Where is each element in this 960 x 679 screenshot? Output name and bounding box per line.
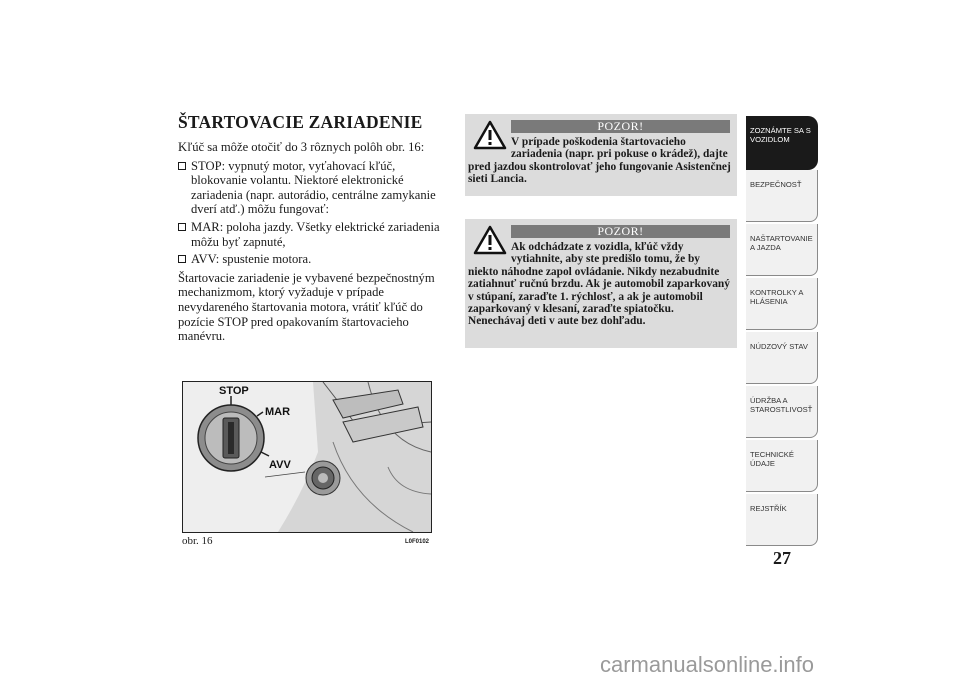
tab-zoznamte-sa[interactable]: ZOZNÁMTE SA S VOZIDLOM — [746, 116, 818, 170]
tab-technicke-udaje[interactable]: TECHNICKÉ ÚDAJE — [746, 440, 818, 492]
chapter-sidebar — [746, 116, 818, 543]
mar-label: MAR — [265, 406, 291, 418]
body-text — [178, 140, 450, 348]
avv-label: AVV — [269, 459, 291, 471]
checkbox-bullet-icon — [178, 162, 186, 170]
list-item: MAR: poloha jazdy. Všetky elektrické zariadenia môžu byť zapnuté, — [178, 220, 450, 249]
warning-text: Ak odchádzate z vozidla, kľúč vždy vytiahnite, aby ste predišlo tomu, že by niekto náhodne zapol ovládanie. Nikdy nezabudnite zatiahnuť ručnú brzdu. Ak je automobil zaparkovaný v stúpaní, zaraďte 1. rýchlosť, a ak je automobil zaparkovaný v klesaní, zaraďte spiatočku. Nenechávaj deti v aute bez dohľadu. — [468, 241, 730, 328]
tab-nudzovy-stav[interactable]: NÚDZOVÝ STAV — [746, 332, 818, 384]
tab-udrzba[interactable]: ÚDRŽBA A STAROSTLIVOSŤ — [746, 386, 818, 438]
list-item: AVV: spustenie motora. — [178, 252, 450, 267]
ignition-illustration — [183, 382, 431, 532]
warning-title: POZOR! — [511, 225, 730, 238]
tab-bezpecnost[interactable]: BEZPEČNOSŤ — [746, 170, 818, 222]
warning-box — [465, 219, 737, 348]
watermark: carmanualsonline.info — [600, 652, 815, 677]
tab-kontrolky[interactable]: KONTROLKY A HLÁSENIA — [746, 278, 818, 330]
checkbox-bullet-icon — [178, 255, 186, 263]
ignition-figure — [182, 381, 432, 533]
warning-title: POZOR! — [511, 120, 730, 133]
tab-nastartovanie[interactable]: NAŠTARTOVANIE A JAZDA — [746, 224, 818, 276]
tab-rejstrik[interactable]: REJSTŘÍK — [746, 494, 818, 546]
figure-code: L0F0102 — [405, 539, 430, 545]
intro-text: Kľúč sa môže otočiť do 3 rôznych polôh obr. 16: — [178, 140, 425, 154]
safety-paragraph: Štartovacie zariadenie je vybavené bezpečnostným mechanizmom, ktorý vyžaduje v prípade nevydareného štartovania motora, vrátiť kľúč do pozície STOP pred opakovaním štartovacieho manévru. — [178, 270, 435, 344]
figure-caption: obr. 16 — [182, 535, 213, 547]
list-item: STOP: vypnutý motor, vyťahovací kľúč, blokovanie volantu. Niektoré elektronické zariadenia (napr. autorádio, centrálne zamykanie dverí atď.) môžu fungovať: — [178, 159, 450, 217]
checkbox-bullet-icon — [178, 223, 186, 231]
key-positions-list — [178, 159, 450, 267]
stop-label: STOP — [219, 385, 249, 397]
page-title: ŠTARTOVACIE ZARIADENIE — [178, 112, 423, 132]
warning-box — [465, 114, 737, 196]
warning-text: V prípade poškodenia štartovacieho zariadenia (napr. pri pokuse o krádež), dajte pred jazdou skontrolovať jeho fungovanie Asistenčnej sieti Lancia. — [468, 136, 731, 186]
page-number: 27 — [773, 548, 791, 568]
